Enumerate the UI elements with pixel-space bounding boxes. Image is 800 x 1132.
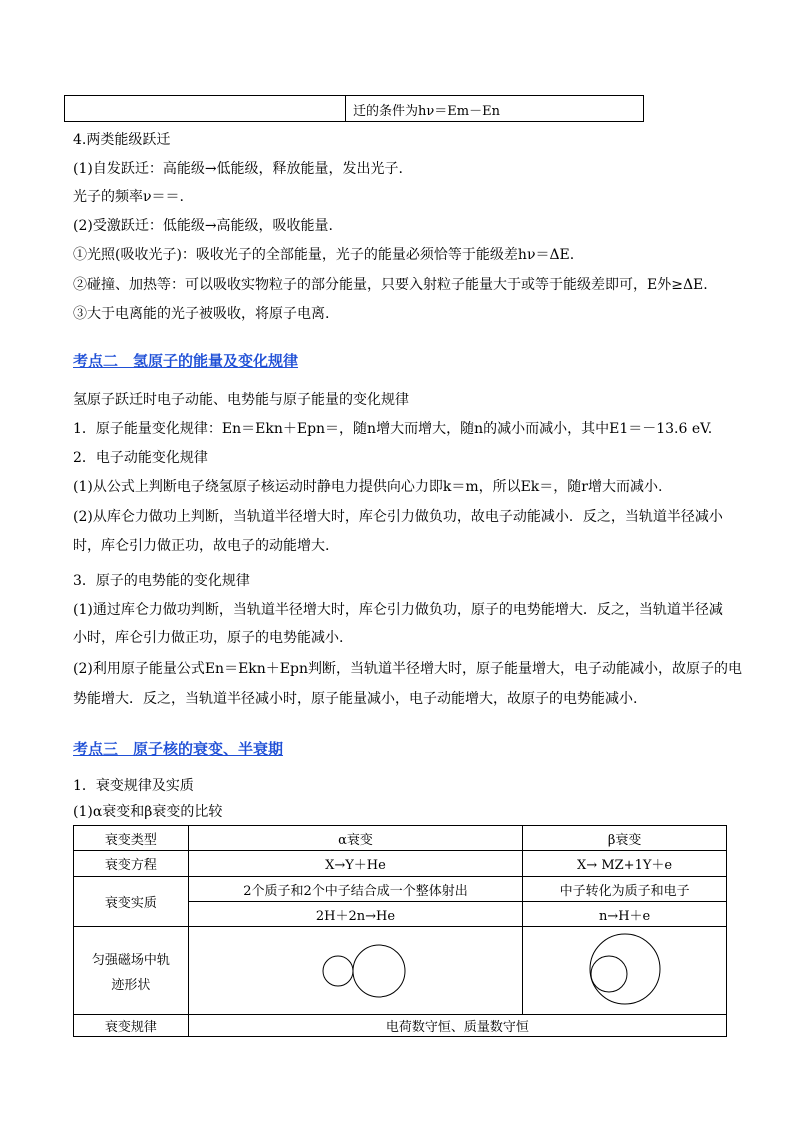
beta-track-cell [523,927,727,1015]
track-label-line-2: 迹形状 [111,977,151,993]
s2-line-2: 2．电子动能变化规律 [73,450,208,466]
s2-line-10: 势能增大．反之，当轨道半径减小时，原子能量减小，电子动能增大，故原子的电势能减小. [73,691,638,707]
intro-line-6: ③大于电离能的光子被吸收，将原子电离. [73,306,330,322]
s2-line-0: 氢原子跃迁时电子动能、电势能与原子能量的变化规律 [73,392,409,408]
section3-heading: 考点三 原子核的衰变、半衰期 [73,740,284,758]
table-divider [345,96,346,121]
s2-line-8: 小时，库仑引力做正功，原子的电势能减小. [73,630,344,646]
alpha-essence-text: 2个质子和2个中子结合成一个整体射出 [188,877,522,902]
intro-line-3: (2)受激跃迁：低能级→高能级，吸收能量. [73,218,334,234]
header-alpha: α衰变 [188,826,522,851]
alpha-essence-equation: 2H＋2n→He [188,902,522,927]
s2-line-1: 1．原子能量变化规律：En＝Ekn＋Epn＝，随n增大而增大，随n的减小而减小，其中E1＝－13.6 eV. [73,421,713,437]
s3-line-1: (1)α衰变和β衰变的比较 [73,804,223,820]
beta-large-circle [590,934,660,1004]
alpha-small-circle [323,956,353,986]
s2-line-3: (1)从公式上判断电子绕氢原子核运动时静电力提供向心力即k＝m，所以Ek＝，随r增大而减小. [73,479,663,495]
intro-line-4: ①光照(吸收光子)：吸收光子的全部能量，光子的能量必须恰等于能级差hν＝ΔE. [73,247,575,263]
alpha-large-circle [353,945,405,997]
top-table-fragment [64,95,644,122]
alpha-equation: X→Y＋He [188,851,522,877]
header-beta: β衰变 [523,826,727,851]
law-label: 衰变规律 [74,1015,189,1037]
table-row-equation [74,851,727,877]
equation-label: 衰变方程 [74,851,189,877]
s2-line-5: 时，库仑引力做正功，故电子的动能增大. [73,538,330,554]
essence-label: 衰变实质 [74,877,189,927]
intro-line-2: 光子的频率ν＝＝. [73,189,184,205]
track-label-line-1: 匀强磁场中轨 [91,952,170,968]
s2-line-4: (2)从库仑力做功上判断，当轨道半径增大时，库仑引力做负功，故电子动能减小．反之，当轨道半径减小 [73,509,723,525]
law-text: 电荷数守恒、质量数守恒 [188,1015,726,1037]
s2-line-9: (2)利用原子能量公式En＝Ekn＋Epn判断，当轨道半径增大时，原子能量增大，电子动能减小，故原子的电 [73,661,742,677]
track-label [74,927,189,1015]
intro-line-5: ②碰撞、加热等：可以吸收实物粒子的部分能量，只要入射粒子能量大于或等于能级差即可，E外≥ΔE. [73,277,708,293]
beta-track-diagram [565,929,685,1009]
s3-line-0: 1．衰变规律及实质 [73,778,194,794]
beta-small-circle [591,956,627,992]
table-cell-text: 迁的条件为hν＝Em－En [353,104,500,119]
beta-equation: X→ MZ+1Y＋e [523,851,727,877]
table-row-essence-1 [74,877,727,902]
beta-essence-equation: n→H＋e [523,902,727,927]
s2-line-6: 3．原子的电势能的变化规律 [73,573,250,589]
intro-line-1: (1)自发跃迁：高能级→低能级，释放能量，发出光子. [73,161,404,177]
table-row-law [74,1015,727,1037]
table-row-track [74,927,727,1015]
intro-line-0: 4.两类能级跃迁 [73,132,171,148]
s2-line-7: (1)通过库仑力做功判断，当轨道半径增大时，库仑引力做负功，原子的电势能增大．反之，当轨道半径减 [73,602,723,618]
alpha-track-cell [188,927,522,1015]
table-row-header [74,826,727,851]
header-type: 衰变类型 [74,826,189,851]
beta-essence-text: 中子转化为质子和电子 [523,877,727,902]
section2-heading: 考点二 氢原子的能量及变化规律 [73,352,299,370]
decay-comparison-table [73,825,727,1037]
alpha-track-diagram [295,929,415,1009]
